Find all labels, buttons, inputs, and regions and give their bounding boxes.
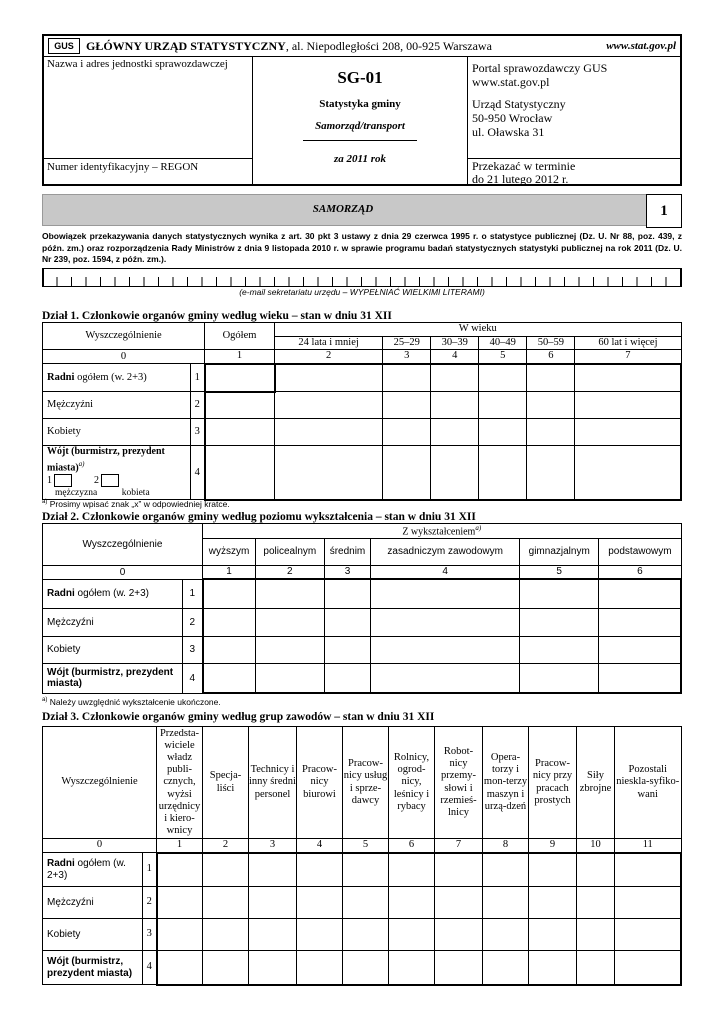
col-prof: Pracow-nicy przy pracach prostych: [529, 727, 577, 839]
row-number: 3: [143, 919, 157, 951]
col-number: 4: [371, 565, 520, 579]
input-cell[interactable]: [435, 853, 483, 887]
col-number: 2: [275, 350, 383, 364]
col-number: 7: [575, 350, 681, 364]
col-number: 10: [577, 839, 615, 853]
col-number: 3: [383, 350, 431, 364]
row-number: 2: [191, 392, 205, 419]
col-age: 25–29: [383, 337, 431, 350]
col-number: 7: [435, 839, 483, 853]
input-cell[interactable]: [205, 419, 275, 446]
email-input[interactable]: [42, 268, 682, 287]
input-cell[interactable]: [599, 636, 681, 663]
input-cell[interactable]: [520, 608, 599, 636]
col-prof: Przedsta-wiciele władz publi-cznych, wyżsi urzędnicy i kiero-wnicy: [157, 727, 203, 839]
row-number: 1: [143, 853, 157, 887]
input-cell[interactable]: [275, 364, 383, 392]
col-edu: podstawowym: [599, 538, 681, 565]
website: www.stat.gov.pl: [606, 40, 676, 52]
input-cell[interactable]: [383, 419, 431, 446]
row-label-wojt: Wójt (burmistrz, prezydent miasta)$^{a)}$ 1 2 mężczyzna kobieta: [43, 446, 191, 500]
col-number: 9: [529, 839, 577, 853]
office-city: 50-950 Wrocław: [472, 111, 553, 125]
input-cell[interactable]: [297, 951, 343, 985]
regon-box: [44, 158, 253, 185]
col-age: 24 lata i mniej: [275, 337, 383, 350]
input-cell[interactable]: [203, 853, 249, 887]
portal-url: www.stat.gov.pl: [472, 75, 550, 89]
female-checkbox[interactable]: [101, 474, 119, 487]
row-number: 1: [183, 579, 203, 608]
col-edu: policealnym: [256, 538, 325, 565]
col-group-edu: Z wykształceniem$^{a)}$: [203, 524, 682, 539]
col-number: 0: [43, 565, 203, 579]
input-cell[interactable]: [520, 663, 599, 693]
input-cell[interactable]: [256, 579, 325, 608]
portal-box: [467, 56, 681, 158]
row-label: Mężczyźni: [43, 887, 143, 919]
input-cell[interactable]: [371, 579, 520, 608]
input-cell[interactable]: [205, 364, 275, 392]
row-number: 4: [191, 446, 205, 500]
row-label: Radni ogółem (w. 2+3): [43, 853, 143, 887]
input-cell[interactable]: [577, 887, 615, 919]
input-cell[interactable]: [599, 663, 681, 693]
row-number: 2: [143, 887, 157, 919]
org-address: , al. Niepodległości 208, 00-925 Warszawa: [285, 39, 492, 53]
input-cell[interactable]: [527, 364, 575, 392]
col-number: 4: [431, 350, 479, 364]
input-cell[interactable]: [599, 608, 681, 636]
input-cell[interactable]: [297, 887, 343, 919]
form-code: SG-01: [337, 68, 383, 87]
row-label: Kobiety: [43, 636, 183, 663]
col-age: 60 lat i więcej: [575, 337, 681, 350]
male-label: mężczyzna: [55, 488, 98, 499]
input-cell[interactable]: [383, 364, 431, 392]
row-number: 4: [143, 951, 157, 985]
input-cell[interactable]: [297, 919, 343, 951]
col-edu: gimnazjalnym: [520, 538, 599, 565]
col-age: 50–59: [527, 337, 575, 350]
input-cell[interactable]: [324, 663, 371, 693]
gus-logo: GUS: [48, 38, 80, 54]
input-cell[interactable]: [577, 853, 615, 887]
input-cell[interactable]: [529, 887, 577, 919]
input-cell[interactable]: [431, 446, 479, 500]
col-number: 4: [297, 839, 343, 853]
col-number: 6: [599, 565, 681, 579]
input-cell[interactable]: [483, 853, 529, 887]
section2-title: Dział 2. Członkowie organów gminy według poziomu wykształcenia – stan w dniu 31 XII: [42, 511, 476, 523]
input-cell[interactable]: [343, 853, 389, 887]
row-label: Mężczyźni: [43, 608, 183, 636]
banner-number: 1: [646, 194, 682, 228]
row-number: 3: [191, 419, 205, 446]
input-cell[interactable]: [256, 663, 325, 693]
col-prof: Pracow-nicy biurowi: [297, 727, 343, 839]
col-prof: Opera-torzy i mon-terzy maszyn i urzą-dzeń: [483, 727, 529, 839]
table-row: [43, 579, 682, 608]
table-row: [43, 392, 682, 419]
row-number: 4: [183, 663, 203, 693]
row-label: Radni ogółem (w. 2+3): [43, 364, 191, 392]
col-spec: Wyszczególnienie: [43, 524, 203, 566]
input-cell[interactable]: [615, 919, 682, 951]
input-cell[interactable]: [389, 853, 435, 887]
input-cell[interactable]: [529, 853, 577, 887]
col-prof: Robot-nicy przemy-słowi i rzemieś-lnicy: [435, 727, 483, 839]
section2-table: [42, 523, 682, 694]
row-label: Kobiety: [43, 419, 191, 446]
form-period: za 2011 rok: [334, 153, 386, 165]
col-number: 3: [249, 839, 297, 853]
input-cell[interactable]: [575, 419, 681, 446]
input-cell[interactable]: [383, 392, 431, 419]
input-cell[interactable]: [343, 919, 389, 951]
input-cell[interactable]: [157, 919, 203, 951]
input-cell[interactable]: [389, 919, 435, 951]
input-cell[interactable]: [249, 853, 297, 887]
col-number: 8: [483, 839, 529, 853]
deadline-box: [467, 158, 681, 185]
col-number: 5: [520, 565, 599, 579]
input-cell[interactable]: [343, 951, 389, 985]
form-subtitle: Samorząd/transport: [315, 120, 405, 132]
input-cell[interactable]: [203, 636, 256, 663]
input-cell[interactable]: [389, 887, 435, 919]
col-edu: wyższym: [203, 538, 256, 565]
section1-title: Dział 1. Członkowie organów gminy według wieku – stan w dniu 31 XII: [42, 310, 392, 322]
banner-title: SAMORZĄD: [312, 203, 374, 215]
input-cell[interactable]: [203, 608, 256, 636]
input-cell[interactable]: [275, 419, 383, 446]
input-cell[interactable]: [249, 887, 297, 919]
col-number: 1: [203, 565, 256, 579]
input-cell[interactable]: [483, 919, 529, 951]
form-title: Statystyka gminy: [319, 98, 401, 110]
table-row: [43, 608, 682, 636]
input-cell[interactable]: [256, 636, 325, 663]
table-row: [43, 853, 682, 887]
deadline-line2: do 21 lutego 2012 r.: [472, 172, 569, 186]
section1-table: [42, 322, 682, 501]
table-row: [43, 663, 682, 693]
input-cell[interactable]: [529, 919, 577, 951]
unit-label: Nazwa i adres jednostki sprawozdawczej: [47, 58, 228, 70]
col-spec: Wyszczególnienie: [43, 323, 205, 350]
table-row: [43, 419, 682, 446]
col-number: 5: [479, 350, 527, 364]
section-banner: [42, 194, 682, 226]
input-cell[interactable]: [575, 392, 681, 419]
input-cell[interactable]: [577, 919, 615, 951]
form-title-box: [253, 56, 467, 184]
input-cell[interactable]: [371, 636, 520, 663]
input-cell[interactable]: [520, 636, 599, 663]
input-cell[interactable]: [599, 579, 681, 608]
input-cell[interactable]: [324, 608, 371, 636]
input-cell[interactable]: [577, 951, 615, 985]
col-number: 6: [527, 350, 575, 364]
input-cell[interactable]: [203, 919, 249, 951]
input-cell[interactable]: [203, 579, 256, 608]
row-label: Mężczyźni: [43, 392, 191, 419]
male-checkbox[interactable]: [54, 474, 72, 487]
input-cell[interactable]: [389, 951, 435, 985]
input-cell[interactable]: [435, 887, 483, 919]
input-cell[interactable]: [324, 636, 371, 663]
input-cell[interactable]: [249, 919, 297, 951]
col-number: 5: [343, 839, 389, 853]
org-name: GŁÓWNY URZĄD STATYSTYCZNY: [86, 39, 286, 53]
col-number: 3: [324, 565, 371, 579]
input-cell[interactable]: [615, 853, 682, 887]
col-prof: Siły zbrojne: [577, 727, 615, 839]
input-cell[interactable]: [479, 392, 527, 419]
input-cell[interactable]: [371, 608, 520, 636]
input-cell[interactable]: [203, 887, 249, 919]
table-row: [43, 887, 682, 919]
input-cell[interactable]: [275, 446, 383, 500]
table-row: [43, 919, 682, 951]
col-prof: Pozostali niesklа-syfiko-wani: [615, 727, 682, 839]
deadline-line1: Przekazać w terminie: [472, 159, 576, 173]
table-row: [43, 951, 682, 985]
row-label: Kobiety: [43, 919, 143, 951]
input-cell[interactable]: [275, 392, 383, 419]
input-cell[interactable]: [343, 887, 389, 919]
section3-table: [42, 726, 682, 986]
input-cell[interactable]: [527, 392, 575, 419]
col-prof: Rolnicy, ogrod-nicy, leśnicy i rybacy: [389, 727, 435, 839]
row-label: Radni ogółem (w. 2+3): [43, 579, 183, 608]
input-cell[interactable]: [483, 887, 529, 919]
table-row: [43, 636, 682, 663]
col-group-age: W wieku: [275, 323, 682, 337]
input-cell[interactable]: [371, 663, 520, 693]
input-cell[interactable]: [479, 364, 527, 392]
table-row: [43, 364, 682, 392]
input-cell[interactable]: [479, 446, 527, 500]
col-number: 2: [256, 565, 325, 579]
col-edu: zasadniczym zawodowym: [371, 538, 520, 565]
input-cell[interactable]: [383, 446, 431, 500]
col-number: 1: [157, 839, 203, 853]
col-number: 2: [203, 839, 249, 853]
input-cell[interactable]: [203, 951, 249, 985]
col-number: 1: [205, 350, 275, 364]
input-cell[interactable]: [479, 419, 527, 446]
section1-footnote: $^{a)}$ Prosimy wpisać znak „x” w odpowiedniej kratce.: [42, 499, 230, 509]
input-cell[interactable]: [527, 419, 575, 446]
input-cell[interactable]: [297, 853, 343, 887]
row-number: 2: [183, 608, 203, 636]
section2-footnote: $^{a)}$ Należy uwzględnić wykształcenie ukończone.: [42, 697, 221, 707]
row-label: Wójt (burmistrz, prezydent miasta): [43, 951, 143, 985]
input-cell[interactable]: [249, 951, 297, 985]
section3-title: Dział 3. Członkowie organów gminy według grup zawodów – stan w dniu 31 XII: [42, 711, 435, 723]
col-age: 40–49: [479, 337, 527, 350]
input-cell[interactable]: [205, 446, 275, 500]
col-prof: Specja-liści: [203, 727, 249, 839]
email-caption: (e-mail sekretariatu urzędu – WYPEŁNIAĆ WIELKIMI LITERAMI): [239, 287, 485, 297]
input-cell[interactable]: [615, 887, 682, 919]
unit-box: [44, 56, 253, 158]
col-prof: Technicy i inny średni personel: [249, 727, 297, 839]
input-cell[interactable]: [435, 919, 483, 951]
table-row: [43, 446, 682, 500]
input-cell[interactable]: [256, 608, 325, 636]
input-cell[interactable]: [529, 951, 577, 985]
form-header: [42, 34, 682, 186]
input-cell[interactable]: [483, 951, 529, 985]
input-cell[interactable]: [431, 364, 479, 392]
col-number: 0: [43, 839, 157, 853]
input-cell[interactable]: [431, 392, 479, 419]
input-cell[interactable]: [527, 446, 575, 500]
input-cell[interactable]: [203, 663, 256, 693]
obligation-text: Obowiązek przekazywania danych statystycznych wynika z art. 30 pkt 3 ustawy z dnia 29 czerwca 1995 r. o statystyce publicznej (Dz. U. Nr 88, poz. 439, z późn. zm.) oraz rozporządzenia Rady Ministrów z dnia 9 listopada 2010 r. w sprawie programu badań statystycznych statystyki publicznej na rok 2011 (Dz. U. Nr 239, poz. 1594, z późn. zm.).: [42, 231, 682, 264]
header-bar: [44, 36, 680, 57]
col-spec: Wyszczególnienie: [43, 727, 157, 839]
row-number: 3: [183, 636, 203, 663]
col-number: 11: [615, 839, 682, 853]
col-number: 0: [43, 350, 205, 364]
row-number: 1: [191, 364, 205, 392]
col-age: 30–39: [431, 337, 479, 350]
office-name: Urząd Statystyczny: [472, 97, 566, 111]
col-total: Ogółem: [205, 323, 275, 350]
input-cell[interactable]: [157, 887, 203, 919]
female-label: kobieta: [121, 488, 150, 499]
input-cell[interactable]: [431, 419, 479, 446]
input-cell[interactable]: [324, 579, 371, 608]
portal-name: Portal sprawozdawczy GUS: [472, 61, 608, 75]
input-cell[interactable]: [205, 392, 275, 419]
input-cell[interactable]: [615, 951, 682, 985]
office-street: ul. Oławska 31: [472, 125, 545, 139]
input-cell[interactable]: [520, 579, 599, 608]
row-label: Wójt (burmistrz, prezydent miasta): [43, 663, 183, 693]
regon-label: Numer identyfikacyjny – REGON: [47, 161, 199, 173]
input-cell[interactable]: [157, 951, 203, 985]
input-cell[interactable]: [435, 951, 483, 985]
input-cell[interactable]: [575, 446, 681, 500]
input-cell[interactable]: [157, 853, 203, 887]
col-prof: Pracow-nicy usług i sprze-dawcy: [343, 727, 389, 839]
col-edu: średnim: [324, 538, 371, 565]
col-number: 6: [389, 839, 435, 853]
input-cell[interactable]: [575, 364, 681, 392]
